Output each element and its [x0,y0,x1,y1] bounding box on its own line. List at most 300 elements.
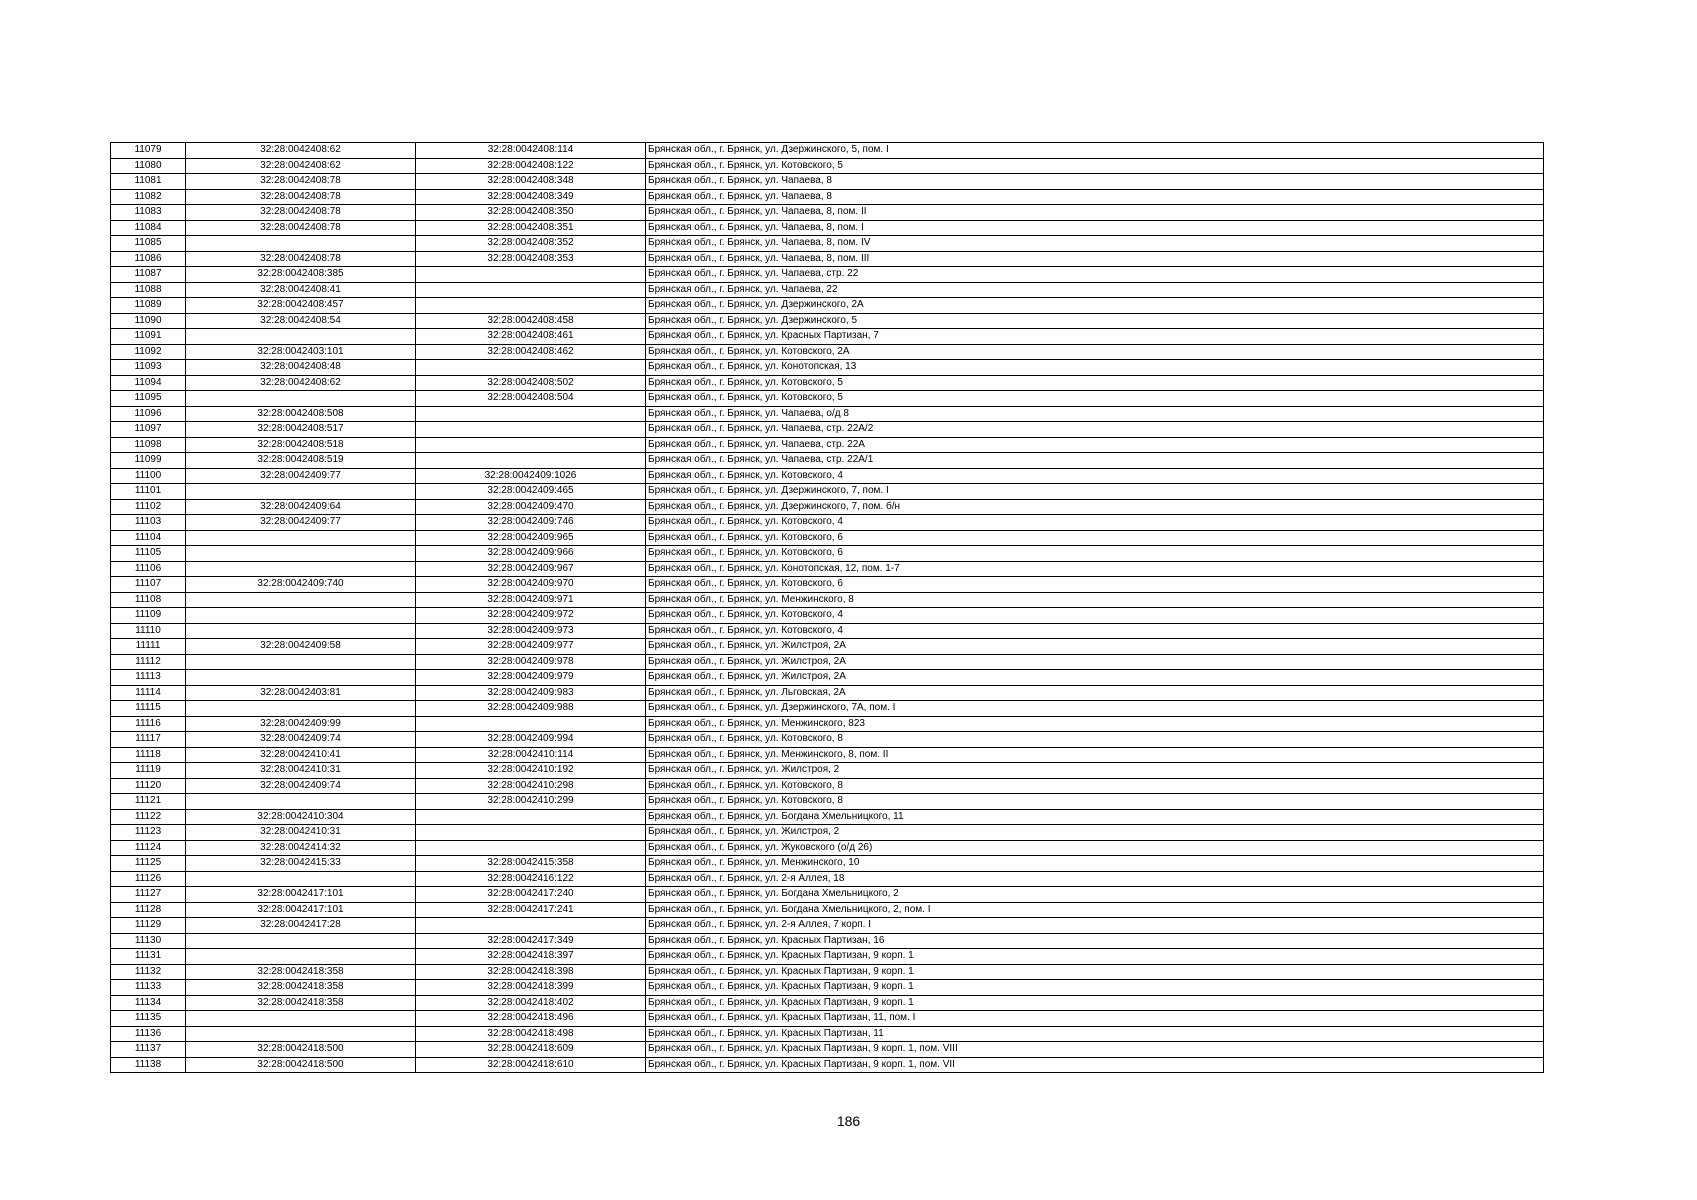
address-cell: Брянская обл., г. Брянск, ул. Менжинского, 8 [646,592,1544,608]
parcel-cadastral-number-cell [186,623,416,639]
row-number-cell: 11126 [111,871,186,887]
parcel-cadastral-number-cell: 32:28:0042417:101 [186,887,416,903]
row-number-cell: 11082 [111,189,186,205]
table-row [111,546,1544,562]
row-number-cell: 11087 [111,267,186,283]
object-cadastral-number-cell: 32:28:0042418:610 [416,1057,646,1073]
object-cadastral-number-cell [416,437,646,453]
address-cell: Брянская обл., г. Брянск, ул. Котовского, 8 [646,794,1544,810]
object-cadastral-number-cell: 32:28:0042408:458 [416,313,646,329]
address-cell: Брянская обл., г. Брянск, ул. Котовского, 2А [646,344,1544,360]
parcel-cadastral-number-cell: 32:28:0042408:78 [186,189,416,205]
row-number-cell: 11131 [111,949,186,965]
address-cell: Брянская обл., г. Брянск, ул. Котовского, 4 [646,515,1544,531]
row-number-cell: 11095 [111,391,186,407]
parcel-cadastral-number-cell [186,484,416,500]
table-row [111,685,1544,701]
parcel-cadastral-number-cell: 32:28:0042408:385 [186,267,416,283]
row-number-cell: 11100 [111,468,186,484]
parcel-cadastral-number-cell [186,592,416,608]
parcel-cadastral-number-cell: 32:28:0042414:32 [186,840,416,856]
parcel-cadastral-number-cell: 32:28:0042410:31 [186,825,416,841]
address-cell: Брянская обл., г. Брянск, ул. Чапаева, 8, пом. I [646,220,1544,236]
row-number-cell: 11135 [111,1011,186,1027]
object-cadastral-number-cell: 32:28:0042408:350 [416,205,646,221]
row-number-cell: 11124 [111,840,186,856]
address-cell: Брянская обл., г. Брянск, ул. Котовского, 6 [646,546,1544,562]
row-number-cell: 11102 [111,499,186,515]
address-cell: Брянская обл., г. Брянск, ул. Чапаева, о/д 8 [646,406,1544,422]
object-cadastral-number-cell: 32:28:0042417:240 [416,887,646,903]
address-cell: Брянская обл., г. Брянск, ул. Дзержинского, 2А [646,298,1544,314]
parcel-cadastral-number-cell: 32:28:0042408:78 [186,174,416,190]
row-number-cell: 11096 [111,406,186,422]
address-cell: Брянская обл., г. Брянск, ул. Чапаева, стр. 22А/2 [646,422,1544,438]
object-cadastral-number-cell: 32:28:0042409:972 [416,608,646,624]
table-row [111,143,1544,159]
table-row [111,267,1544,283]
row-number-cell: 11092 [111,344,186,360]
object-cadastral-number-cell: 32:28:0042410:298 [416,778,646,794]
object-cadastral-number-cell: 32:28:0042409:979 [416,670,646,686]
row-number-cell: 11080 [111,158,186,174]
address-cell: Брянская обл., г. Брянск, ул. Льговская, 2А [646,685,1544,701]
table-row [111,1026,1544,1042]
object-cadastral-number-cell [416,422,646,438]
address-cell: Брянская обл., г. Брянск, ул. Красных Партизан, 9 корп. 1, пом. VII [646,1057,1544,1073]
parcel-cadastral-number-cell [186,561,416,577]
parcel-cadastral-number-cell [186,701,416,717]
address-cell: Брянская обл., г. Брянск, ул. Богдана Хмельницкого, 2 [646,887,1544,903]
object-cadastral-number-cell [416,918,646,934]
address-cell: Брянская обл., г. Брянск, ул. Дзержинского, 7, пом. б/н [646,499,1544,515]
table-row [111,329,1544,345]
parcel-cadastral-number-cell: 32:28:0042409:77 [186,515,416,531]
table-row [111,949,1544,965]
address-cell: Брянская обл., г. Брянск, ул. Красных Партизан, 16 [646,933,1544,949]
parcel-cadastral-number-cell [186,530,416,546]
object-cadastral-number-cell [416,825,646,841]
address-cell: Брянская обл., г. Брянск, ул. Чапаева, 8, пом. II [646,205,1544,221]
address-cell: Брянская обл., г. Брянск, ул. Богдана Хмельницкого, 11 [646,809,1544,825]
address-cell: Брянская обл., г. Брянск, ул. Красных Партизан, 9 корп. 1 [646,980,1544,996]
table-row [111,344,1544,360]
object-cadastral-number-cell: 32:28:0042409:994 [416,732,646,748]
address-cell: Брянская обл., г. Брянск, ул. Жилстроя, 2А [646,670,1544,686]
table-row [111,375,1544,391]
row-number-cell: 11081 [111,174,186,190]
object-cadastral-number-cell [416,716,646,732]
object-cadastral-number-cell: 32:28:0042409:746 [416,515,646,531]
address-cell: Брянская обл., г. Брянск, ул. Котовского, 4 [646,623,1544,639]
parcel-cadastral-number-cell [186,794,416,810]
address-cell: Брянская обл., г. Брянск, ул. Красных Партизан, 11 [646,1026,1544,1042]
table-row [111,561,1544,577]
address-cell: Брянская обл., г. Брянск, ул. Жилстроя, 2 [646,763,1544,779]
object-cadastral-number-cell [416,809,646,825]
parcel-cadastral-number-cell: 32:28:0042409:740 [186,577,416,593]
address-cell: Брянская обл., г. Брянск, ул. Чапаева, 8, пом. III [646,251,1544,267]
object-cadastral-number-cell: 32:28:0042410:192 [416,763,646,779]
row-number-cell: 11079 [111,143,186,159]
parcel-cadastral-number-cell: 32:28:0042408:62 [186,158,416,174]
row-number-cell: 11130 [111,933,186,949]
parcel-cadastral-number-cell [186,391,416,407]
row-number-cell: 11107 [111,577,186,593]
address-cell: Брянская обл., г. Брянск, ул. Менжинского, 10 [646,856,1544,872]
object-cadastral-number-cell: 32:28:0042409:966 [416,546,646,562]
object-cadastral-number-cell [416,840,646,856]
parcel-cadastral-number-cell [186,1011,416,1027]
parcel-cadastral-number-cell: 32:28:0042408:508 [186,406,416,422]
row-number-cell: 11125 [111,856,186,872]
table-row [111,639,1544,655]
address-cell: Брянская обл., г. Брянск, ул. Чапаева, стр. 22А/1 [646,453,1544,469]
address-cell: Брянская обл., г. Брянск, ул. Жуковского (о/д 26) [646,840,1544,856]
parcel-cadastral-number-cell [186,329,416,345]
object-cadastral-number-cell: 32:28:0042418:398 [416,964,646,980]
table-row [111,282,1544,298]
table-row [111,732,1544,748]
parcel-cadastral-number-cell: 32:28:0042418:358 [186,980,416,996]
address-cell: Брянская обл., г. Брянск, ул. Котовского, 4 [646,608,1544,624]
table-row [111,468,1544,484]
row-number-cell: 11127 [111,887,186,903]
table-row [111,933,1544,949]
row-number-cell: 11101 [111,484,186,500]
object-cadastral-number-cell: 32:28:0042410:299 [416,794,646,810]
row-number-cell: 11123 [111,825,186,841]
table-row [111,158,1544,174]
object-cadastral-number-cell: 32:28:0042408:114 [416,143,646,159]
row-number-cell: 11086 [111,251,186,267]
table-row [111,422,1544,438]
table-row [111,887,1544,903]
row-number-cell: 11093 [111,360,186,376]
address-cell: Брянская обл., г. Брянск, ул. Красных Партизан, 7 [646,329,1544,345]
address-cell: Брянская обл., г. Брянск, ул. Чапаева, 8, пом. IV [646,236,1544,252]
parcel-cadastral-number-cell: 32:28:0042408:78 [186,220,416,236]
row-number-cell: 11104 [111,530,186,546]
object-cadastral-number-cell: 32:28:0042408:462 [416,344,646,360]
row-number-cell: 11088 [111,282,186,298]
object-cadastral-number-cell: 32:28:0042408:351 [416,220,646,236]
address-cell: Брянская обл., г. Брянск, ул. Чапаева, 22 [646,282,1544,298]
object-cadastral-number-cell: 32:28:0042408:349 [416,189,646,205]
address-cell: Брянская обл., г. Брянск, ул. Жилстроя, 2А [646,654,1544,670]
address-cell: Брянская обл., г. Брянск, ул. Красных Партизан, 9 корп. 1 [646,949,1544,965]
row-number-cell: 11111 [111,639,186,655]
table-row [111,313,1544,329]
address-cell: Брянская обл., г. Брянск, ул. Чапаева, 8 [646,189,1544,205]
parcel-cadastral-number-cell: 32:28:0042408:78 [186,251,416,267]
row-number-cell: 11090 [111,313,186,329]
address-cell: Брянская обл., г. Брянск, ул. Дзержинского, 7А, пом. I [646,701,1544,717]
address-cell: Брянская обл., г. Брянск, ул. 2-я Аллея, 7 корп. I [646,918,1544,934]
object-cadastral-number-cell: 32:28:0042418:498 [416,1026,646,1042]
parcel-cadastral-number-cell: 32:28:0042418:500 [186,1042,416,1058]
row-number-cell: 11120 [111,778,186,794]
object-cadastral-number-cell: 32:28:0042409:970 [416,577,646,593]
address-cell: Брянская обл., г. Брянск, ул. Красных Партизан, 9 корп. 1 [646,995,1544,1011]
address-cell: Брянская обл., г. Брянск, ул. Котовского, 6 [646,577,1544,593]
parcel-cadastral-number-cell [186,654,416,670]
parcel-cadastral-number-cell: 32:28:0042417:28 [186,918,416,934]
object-cadastral-number-cell: 32:28:0042418:399 [416,980,646,996]
row-number-cell: 11115 [111,701,186,717]
parcel-cadastral-number-cell: 32:28:0042409:64 [186,499,416,515]
object-cadastral-number-cell: 32:28:0042415:358 [416,856,646,872]
row-number-cell: 11137 [111,1042,186,1058]
address-cell: Брянская обл., г. Брянск, ул. Чапаева, стр. 22 [646,267,1544,283]
table-row [111,236,1544,252]
row-number-cell: 11116 [111,716,186,732]
address-cell: Брянская обл., г. Брянск, ул. Дзержинского, 5, пом. I [646,143,1544,159]
row-number-cell: 11109 [111,608,186,624]
table-row [111,623,1544,639]
row-number-cell: 11121 [111,794,186,810]
table-row [111,298,1544,314]
address-cell: Брянская обл., г. Брянск, ул. Котовского, 5 [646,375,1544,391]
table-row [111,391,1544,407]
page-number: 186 [836,1113,861,1129]
row-number-cell: 11136 [111,1026,186,1042]
table-row [111,592,1544,608]
object-cadastral-number-cell: 32:28:0042410:114 [416,747,646,763]
address-cell: Брянская обл., г. Брянск, ул. Жилстроя, 2А [646,639,1544,655]
address-cell: Брянская обл., г. Брянск, ул. Котовского, 5 [646,158,1544,174]
table-row [111,530,1544,546]
address-cell: Брянская обл., г. Брянск, ул. Жилстроя, 2 [646,825,1544,841]
row-number-cell: 11105 [111,546,186,562]
object-cadastral-number-cell: 32:28:0042417:241 [416,902,646,918]
object-cadastral-number-cell [416,282,646,298]
object-cadastral-number-cell [416,267,646,283]
table-row [111,825,1544,841]
row-number-cell: 11129 [111,918,186,934]
parcel-cadastral-number-cell: 32:28:0042417:101 [186,902,416,918]
object-cadastral-number-cell: 32:28:0042418:402 [416,995,646,1011]
row-number-cell: 11097 [111,422,186,438]
table-row [111,763,1544,779]
object-cadastral-number-cell: 32:28:0042409:977 [416,639,646,655]
parcel-cadastral-number-cell [186,236,416,252]
table-row [111,778,1544,794]
row-number-cell: 11091 [111,329,186,345]
object-cadastral-number-cell: 32:28:0042409:965 [416,530,646,546]
parcel-cadastral-number-cell: 32:28:0042403:101 [186,344,416,360]
object-cadastral-number-cell [416,406,646,422]
object-cadastral-number-cell [416,453,646,469]
row-number-cell: 11114 [111,685,186,701]
address-cell: Брянская обл., г. Брянск, ул. Дзержинского, 5 [646,313,1544,329]
table-row [111,840,1544,856]
row-number-cell: 11106 [111,561,186,577]
table-row [111,205,1544,221]
address-cell: Брянская обл., г. Брянск, ул. Красных Партизан, 11, пом. I [646,1011,1544,1027]
parcel-cadastral-number-cell: 32:28:0042418:500 [186,1057,416,1073]
parcel-cadastral-number-cell: 32:28:0042408:62 [186,375,416,391]
address-cell: Брянская обл., г. Брянск, ул. Чапаева, стр. 22А [646,437,1544,453]
object-cadastral-number-cell: 32:28:0042416:122 [416,871,646,887]
row-number-cell: 11128 [111,902,186,918]
parcel-cadastral-number-cell [186,1026,416,1042]
table-row [111,701,1544,717]
row-number-cell: 11133 [111,980,186,996]
table-row [111,220,1544,236]
object-cadastral-number-cell: 32:28:0042409:1026 [416,468,646,484]
address-cell: Брянская обл., г. Брянск, ул. Котовского, 8 [646,732,1544,748]
address-cell: Брянская обл., г. Брянск, ул. Дзержинского, 7, пом. I [646,484,1544,500]
parcel-cadastral-number-cell [186,670,416,686]
object-cadastral-number-cell: 32:28:0042409:465 [416,484,646,500]
object-cadastral-number-cell: 32:28:0042409:470 [416,499,646,515]
address-cell: Брянская обл., г. Брянск, ул. Чапаева, 8 [646,174,1544,190]
address-cell: Брянская обл., г. Брянск, ул. Котовского, 8 [646,778,1544,794]
parcel-cadastral-number-cell: 32:28:0042408:48 [186,360,416,376]
object-cadastral-number-cell: 32:28:0042408:504 [416,391,646,407]
table-row [111,964,1544,980]
parcel-cadastral-number-cell: 32:28:0042409:99 [186,716,416,732]
row-number-cell: 11119 [111,763,186,779]
table-row [111,453,1544,469]
registry-table-body [111,143,1544,1073]
parcel-cadastral-number-cell: 32:28:0042410:304 [186,809,416,825]
parcel-cadastral-number-cell [186,546,416,562]
row-number-cell: 11094 [111,375,186,391]
row-number-cell: 11103 [111,515,186,531]
parcel-cadastral-number-cell: 32:28:0042409:74 [186,778,416,794]
table-row [111,747,1544,763]
address-cell: Брянская обл., г. Брянск, ул. 2-я Аллея, 18 [646,871,1544,887]
parcel-cadastral-number-cell: 32:28:0042410:31 [186,763,416,779]
parcel-cadastral-number-cell: 32:28:0042403:81 [186,685,416,701]
object-cadastral-number-cell: 32:28:0042418:397 [416,949,646,965]
parcel-cadastral-number-cell: 32:28:0042408:519 [186,453,416,469]
table-row [111,670,1544,686]
parcel-cadastral-number-cell: 32:28:0042415:33 [186,856,416,872]
object-cadastral-number-cell: 32:28:0042409:973 [416,623,646,639]
address-cell: Брянская обл., г. Брянск, ул. Котовского, 4 [646,468,1544,484]
table-row [111,1011,1544,1027]
table-row [111,251,1544,267]
row-number-cell: 11118 [111,747,186,763]
table-row [111,809,1544,825]
address-cell: Брянская обл., г. Брянск, ул. Котовского, 6 [646,530,1544,546]
object-cadastral-number-cell: 32:28:0042418:496 [416,1011,646,1027]
object-cadastral-number-cell: 32:28:0042409:988 [416,701,646,717]
object-cadastral-number-cell [416,298,646,314]
table-row [111,654,1544,670]
parcel-cadastral-number-cell [186,933,416,949]
address-cell: Брянская обл., г. Брянск, ул. Конотопская, 13 [646,360,1544,376]
address-cell: Брянская обл., г. Брянск, ул. Менжинского, 8, пом. II [646,747,1544,763]
object-cadastral-number-cell: 32:28:0042418:609 [416,1042,646,1058]
object-cadastral-number-cell [416,360,646,376]
object-cadastral-number-cell: 32:28:0042408:502 [416,375,646,391]
parcel-cadastral-number-cell: 32:28:0042409:74 [186,732,416,748]
table-row [111,902,1544,918]
row-number-cell: 11138 [111,1057,186,1073]
table-row [111,1042,1544,1058]
parcel-cadastral-number-cell: 32:28:0042408:62 [186,143,416,159]
table-row [111,608,1544,624]
object-cadastral-number-cell: 32:28:0042408:352 [416,236,646,252]
row-number-cell: 11117 [111,732,186,748]
address-cell: Брянская обл., г. Брянск, ул. Богдана Хмельницкого, 2, пом. I [646,902,1544,918]
object-cadastral-number-cell: 32:28:0042408:353 [416,251,646,267]
parcel-cadastral-number-cell: 32:28:0042409:58 [186,639,416,655]
parcel-cadastral-number-cell [186,608,416,624]
row-number-cell: 11089 [111,298,186,314]
table-row [111,189,1544,205]
table-row [111,871,1544,887]
object-cadastral-number-cell: 32:28:0042409:978 [416,654,646,670]
row-number-cell: 11099 [111,453,186,469]
parcel-cadastral-number-cell: 32:28:0042408:54 [186,313,416,329]
row-number-cell: 11132 [111,964,186,980]
table-row [111,499,1544,515]
object-cadastral-number-cell: 32:28:0042417:349 [416,933,646,949]
object-cadastral-number-cell: 32:28:0042408:461 [416,329,646,345]
table-row [111,980,1544,996]
registry-table [110,142,1544,1073]
address-cell: Брянская обл., г. Брянск, ул. Красных Партизан, 9 корп. 1, пом. VIII [646,1042,1544,1058]
address-cell: Брянская обл., г. Брянск, ул. Котовского, 5 [646,391,1544,407]
row-number-cell: 11110 [111,623,186,639]
parcel-cadastral-number-cell: 32:28:0042408:41 [186,282,416,298]
table-row [111,174,1544,190]
parcel-cadastral-number-cell [186,949,416,965]
row-number-cell: 11085 [111,236,186,252]
table-row [111,437,1544,453]
table-row [111,995,1544,1011]
parcel-cadastral-number-cell [186,871,416,887]
object-cadastral-number-cell: 32:28:0042409:967 [416,561,646,577]
object-cadastral-number-cell: 32:28:0042409:983 [416,685,646,701]
address-cell: Брянская обл., г. Брянск, ул. Менжинского, 823 [646,716,1544,732]
table-row [111,484,1544,500]
parcel-cadastral-number-cell: 32:28:0042418:358 [186,964,416,980]
address-cell: Брянская обл., г. Брянск, ул. Красных Партизан, 9 корп. 1 [646,964,1544,980]
parcel-cadastral-number-cell: 32:28:0042408:78 [186,205,416,221]
table-row [111,577,1544,593]
object-cadastral-number-cell: 32:28:0042408:122 [416,158,646,174]
table-row [111,1057,1544,1073]
table-row [111,794,1544,810]
parcel-cadastral-number-cell: 32:28:0042409:77 [186,468,416,484]
row-number-cell: 11084 [111,220,186,236]
object-cadastral-number-cell: 32:28:0042408:348 [416,174,646,190]
parcel-cadastral-number-cell: 32:28:0042418:358 [186,995,416,1011]
row-number-cell: 11134 [111,995,186,1011]
table-row [111,406,1544,422]
parcel-cadastral-number-cell: 32:28:0042408:457 [186,298,416,314]
table-row [111,716,1544,732]
row-number-cell: 11083 [111,205,186,221]
address-cell: Брянская обл., г. Брянск, ул. Конотопская, 12, пом. 1-7 [646,561,1544,577]
row-number-cell: 11122 [111,809,186,825]
table-row [111,360,1544,376]
row-number-cell: 11112 [111,654,186,670]
row-number-cell: 11108 [111,592,186,608]
row-number-cell: 11098 [111,437,186,453]
table-row [111,515,1544,531]
table-row [111,918,1544,934]
parcel-cadastral-number-cell: 32:28:0042410:41 [186,747,416,763]
object-cadastral-number-cell: 32:28:0042409:971 [416,592,646,608]
parcel-cadastral-number-cell: 32:28:0042408:518 [186,437,416,453]
